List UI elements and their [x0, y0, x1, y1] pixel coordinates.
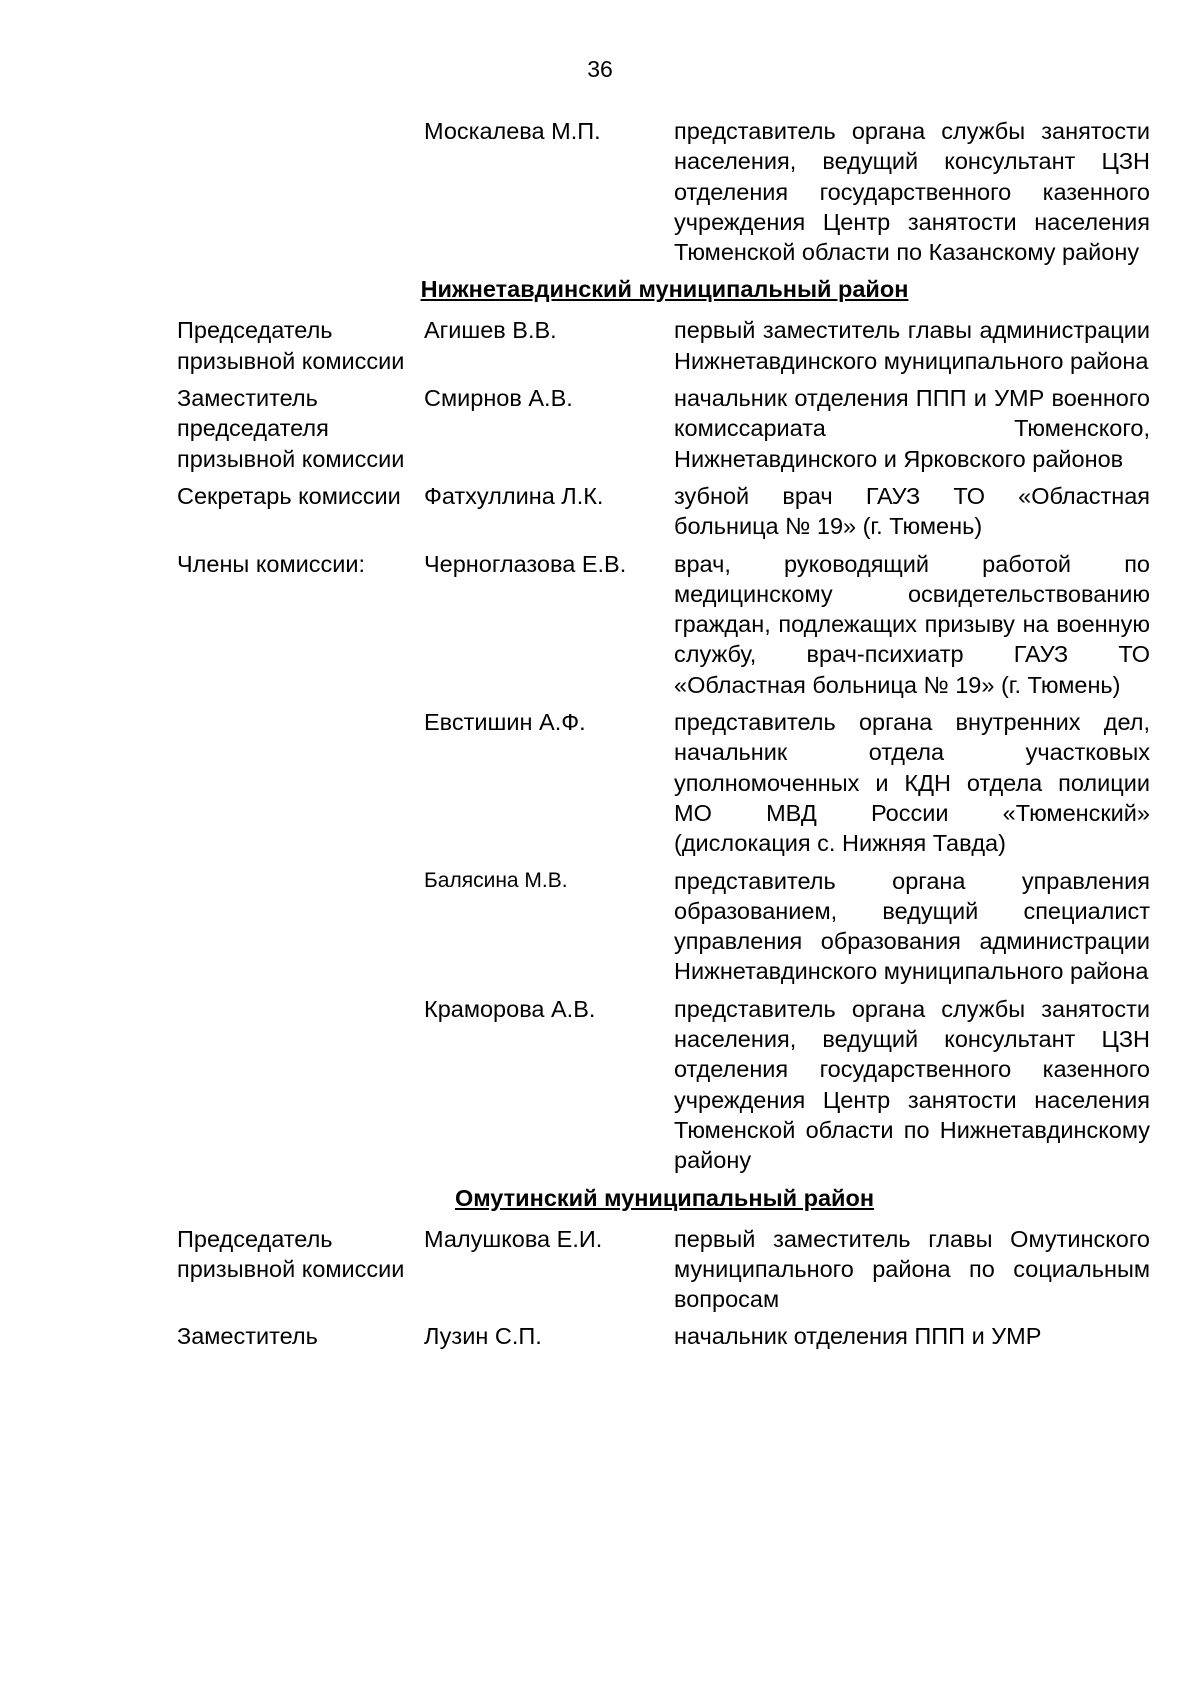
table-row [177, 383, 1152, 474]
person-cell: Краморова А.В. [424, 995, 596, 1022]
table-row [177, 315, 1152, 376]
person-cell: Смирнов А.В. [424, 385, 573, 412]
description-cell: первый заместитель главы Омутинского муниципального района по социальным вопросам [674, 1225, 1150, 1313]
description-cell: зубной врач ГАУЗ ТО «Областная больница № 19» (г. Тюмень) [674, 482, 1150, 540]
page-number: 36 [587, 56, 613, 82]
table-row [177, 1224, 1152, 1315]
role-cell: Члены комиссии: [177, 550, 366, 577]
table-row [177, 707, 1152, 858]
role-cell [177, 994, 424, 1176]
role-cell [177, 707, 424, 858]
description-cell: представитель органа службы занятости населения, ведущий консультант ЦЗН отделения государственного казенного учреждения Центр занятости населения Тюменской области по Казанскому району [674, 118, 1150, 266]
description-cell: представитель органа управления образованием, ведущий специалист управления образования администрации Нижнетавдинского муниципального района [674, 867, 1150, 985]
description-cell: представитель органа службы занятости населения, ведущий консультант ЦЗН отделения государственного казенного учреждения Центр занятости населения Тюменской области по Нижнетавдинскому району [674, 995, 1150, 1174]
role-cell: Председатель призывной комиссии [177, 1225, 405, 1282]
section-heading: Нижнетавдинский муниципальный район [420, 276, 909, 303]
description-cell: начальник отделения ППП и УМР военного комиссариата Тюменского, Нижнетавдинского и Ярковского районов [674, 385, 1150, 472]
table-row [177, 481, 1152, 542]
person-cell: Лузин С.П. [424, 1323, 542, 1350]
role-cell: Председатель призывной комиссии [177, 317, 405, 374]
table-row [177, 549, 1152, 700]
document-body [177, 116, 1152, 1359]
role-cell [177, 866, 424, 987]
description-cell: представитель органа внутренних дел, начальник отдела участковых уполномоченных и КДН отдела полиции МО МВД России «Тюменский» (дислокация с. Нижняя Тавда) [674, 709, 1150, 857]
role-cell [177, 116, 424, 267]
table-row [177, 1321, 1152, 1351]
person-cell: Малушкова Е.И. [424, 1225, 603, 1252]
person-cell: Москалева М.П. [424, 118, 601, 144]
role-cell: Секретарь комиссии [177, 482, 401, 509]
person-cell: Фатхуллина Л.К. [424, 482, 604, 509]
person-cell: Черноглазова Е.В. [424, 550, 627, 577]
description-cell: врач, руководящий работой по медицинскому освидетельствованию граждан, подлежащих призыву на военную службу, врач-психиатр ГАУЗ ТО «Областная больница № 19» (г. Тюмень) [674, 550, 1150, 698]
person-cell: Евстишин А.Ф. [424, 709, 586, 736]
role-cell: Заместитель [177, 1323, 318, 1350]
person-cell: Агишев В.В. [424, 317, 557, 344]
description-cell: начальник отделения ППП и УМР [674, 1323, 1042, 1350]
person-cell: Балясина М.В. [424, 868, 568, 892]
role-cell: Заместитель председателя призывной комиссии [177, 385, 405, 472]
table-row [177, 994, 1152, 1176]
section-heading: Омутинский муниципальный район [454, 1184, 875, 1211]
table-row [177, 116, 1152, 267]
description-cell: первый заместитель главы администрации Нижнетавдинского муниципального района [674, 317, 1150, 374]
table-row [177, 866, 1152, 987]
